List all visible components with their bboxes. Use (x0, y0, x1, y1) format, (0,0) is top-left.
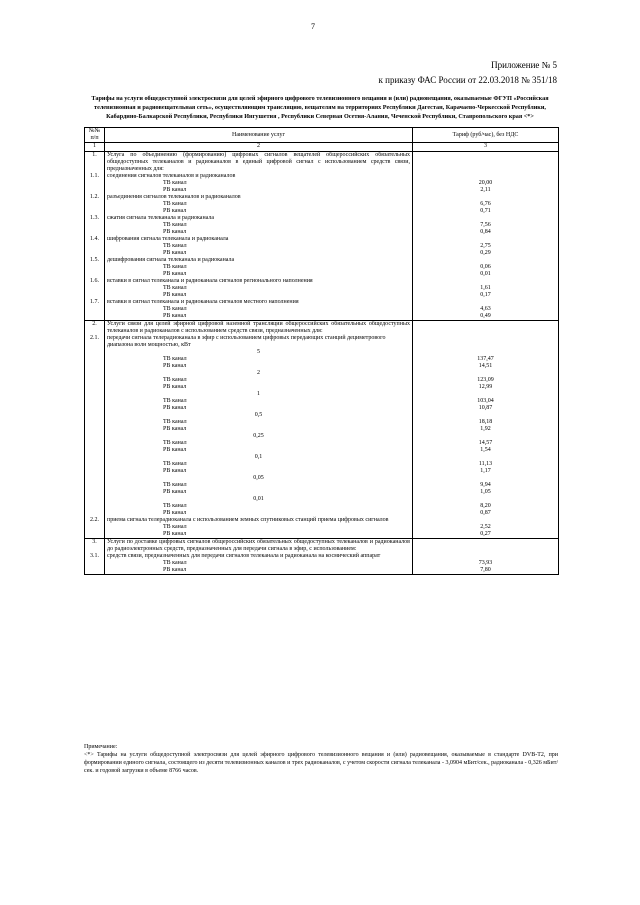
row-service-name: РВ канал (105, 313, 413, 321)
table-row (85, 510, 559, 517)
row-service-name: 5 (105, 349, 413, 356)
row-tariff-value (413, 370, 559, 377)
row-tariff-value (413, 278, 559, 285)
row-number: 1.4. (85, 236, 105, 243)
table-header-row (85, 128, 559, 143)
row-number (85, 264, 105, 271)
row-service-name: РВ канал (105, 384, 413, 391)
row-tariff-value: 20,00 (413, 180, 559, 187)
row-service-name: ТВ канал (105, 560, 413, 567)
row-tariff-value (413, 391, 559, 398)
appendix-line-2: к приказу ФАС России от 22.03.2018 № 351/18 (378, 75, 557, 85)
row-tariff-value: 0,87 (413, 510, 559, 517)
table-row (85, 173, 559, 180)
row-tariff-value (413, 152, 559, 174)
row-number (85, 229, 105, 236)
table-row (85, 433, 559, 440)
row-number: 1.7. (85, 299, 105, 306)
row-number: 3. (85, 539, 105, 554)
row-number (85, 560, 105, 567)
row-number (85, 349, 105, 356)
row-service-name: РВ канал (105, 531, 413, 539)
row-tariff-value: 9,94 (413, 482, 559, 489)
row-service-name: РВ канал (105, 363, 413, 370)
row-tariff-value (413, 412, 559, 419)
row-tariff-value (413, 335, 559, 349)
row-service-name: соединения сигналов телеканалов и радиоканалов (105, 173, 413, 180)
row-service-name: вставки в сигнал телеканала и радиоканала сигналов местного наполнения (105, 299, 413, 306)
table-row (85, 321, 559, 336)
table-row (85, 208, 559, 215)
row-number (85, 285, 105, 292)
table-row (85, 447, 559, 454)
table-row (85, 503, 559, 510)
row-number (85, 292, 105, 299)
table-row (85, 560, 559, 567)
row-number (85, 510, 105, 517)
header-tariff: Тариф (руб/час), без НДС (413, 128, 559, 143)
table-row (85, 398, 559, 405)
row-number: 1.3. (85, 215, 105, 222)
row-number (85, 391, 105, 398)
row-tariff-value: 2,52 (413, 524, 559, 531)
row-tariff-value: 14,51 (413, 363, 559, 370)
row-tariff-value: 123,09 (413, 377, 559, 384)
row-service-name: ТВ канал (105, 285, 413, 292)
row-tariff-value (413, 475, 559, 482)
row-service-name: ТВ канал (105, 524, 413, 531)
row-service-name: Услуга по объединению (формированию) цифровых сигналов вещателей общероссийских обязательных общедоступных телеканалов и радиоканалов в единый цифровой сигнал с использованием средств связи, предназначенных для: (105, 152, 413, 174)
row-number (85, 377, 105, 384)
row-tariff-value: 0,06 (413, 264, 559, 271)
row-service-name: ТВ канал (105, 264, 413, 271)
table-row (85, 384, 559, 391)
row-service-name: 0,01 (105, 496, 413, 503)
table-row (85, 271, 559, 278)
row-number (85, 454, 105, 461)
row-tariff-value: 7,56 (413, 222, 559, 229)
row-service-name: РВ канал (105, 250, 413, 257)
table-row (85, 370, 559, 377)
row-service-name: ТВ канал (105, 180, 413, 187)
row-service-name: ТВ канал (105, 419, 413, 426)
row-number (85, 412, 105, 419)
tariff-table (84, 127, 559, 575)
row-tariff-value (413, 299, 559, 306)
row-number: 3.1. (85, 553, 105, 560)
table-row (85, 180, 559, 187)
table-row (85, 313, 559, 321)
row-service-name: ТВ канал (105, 356, 413, 363)
row-tariff-value: 1,17 (413, 468, 559, 475)
row-tariff-value: 7,80 (413, 567, 559, 575)
row-number (85, 489, 105, 496)
row-number (85, 405, 105, 412)
table-row (85, 222, 559, 229)
row-service-name: РВ канал (105, 187, 413, 194)
row-service-name: ТВ канал (105, 201, 413, 208)
row-tariff-value (413, 433, 559, 440)
table-row (85, 264, 559, 271)
row-service-name: 0,5 (105, 412, 413, 419)
row-number (85, 250, 105, 257)
row-tariff-value: 0,71 (413, 208, 559, 215)
header-service-name: Наименование услуг (105, 128, 413, 143)
table-row (85, 299, 559, 306)
row-tariff-value (413, 553, 559, 560)
row-service-name: Услуги связи для целей эфирной цифровой наземной трансляции общероссийских обязательных общедоступных телеканалов и радиоканалов с использованием средств связи, предназначенных для: (105, 321, 413, 336)
row-service-name: ТВ канал (105, 398, 413, 405)
row-service-name: ТВ канал (105, 503, 413, 510)
row-service-name: 0,05 (105, 475, 413, 482)
row-number (85, 208, 105, 215)
row-number (85, 475, 105, 482)
row-number: 1. (85, 152, 105, 174)
row-service-name: сжатия сигнала телеканала и радиоканала (105, 215, 413, 222)
row-service-name: ТВ канал (105, 377, 413, 384)
row-tariff-value: 103,04 (413, 398, 559, 405)
table-row (85, 489, 559, 496)
row-service-name: ТВ канал (105, 461, 413, 468)
row-tariff-value (413, 496, 559, 503)
row-number (85, 243, 105, 250)
row-number (85, 180, 105, 187)
row-number: 1.2. (85, 194, 105, 201)
row-number (85, 306, 105, 313)
appendix-block (379, 58, 557, 88)
row-number (85, 370, 105, 377)
row-service-name: 0,25 (105, 433, 413, 440)
table-row (85, 201, 559, 208)
row-service-name: 0,1 (105, 454, 413, 461)
row-service-name: шифрования сигнала телеканала и радиоканала (105, 236, 413, 243)
row-number (85, 201, 105, 208)
row-tariff-value (413, 539, 559, 554)
row-tariff-value: 18,18 (413, 419, 559, 426)
row-number (85, 461, 105, 468)
row-tariff-value (413, 257, 559, 264)
row-service-name: РВ канал (105, 229, 413, 236)
row-number (85, 447, 105, 454)
page-number: 7 (311, 22, 315, 31)
row-service-name: ТВ канал (105, 243, 413, 250)
table-row (85, 377, 559, 384)
table-row (85, 215, 559, 222)
header-number: №№ п/п (85, 128, 105, 143)
row-number (85, 384, 105, 391)
row-number (85, 313, 105, 321)
row-number (85, 363, 105, 370)
row-number (85, 496, 105, 503)
table-row (85, 285, 559, 292)
table-row (85, 391, 559, 398)
row-tariff-value (413, 349, 559, 356)
row-service-name: вставки в сигнал телеканала и радиоканала сигналов регионального наполнения (105, 278, 413, 285)
row-tariff-value: 0,01 (413, 271, 559, 278)
table-row (85, 454, 559, 461)
table-row (85, 496, 559, 503)
row-number (85, 222, 105, 229)
table-row (85, 292, 559, 299)
row-tariff-value: 8,20 (413, 503, 559, 510)
row-service-name: ТВ канал (105, 440, 413, 447)
column-number-row (85, 143, 559, 152)
row-tariff-value: 0,49 (413, 313, 559, 321)
row-tariff-value: 1,61 (413, 285, 559, 292)
row-service-name: передачи сигнала телерадиоканала в эфир с использованием цифровых передающих станций дециметрового диапазона волн мощностью, кВт (105, 335, 413, 349)
table-row (85, 229, 559, 236)
row-number (85, 433, 105, 440)
row-number: 1.6. (85, 278, 105, 285)
row-service-name: ТВ канал (105, 222, 413, 229)
table-row (85, 539, 559, 554)
row-service-name: приема сигнала телерадиоканала с использованием земных спутниковых станций приема цифровых сигналов (105, 517, 413, 524)
footnote (84, 743, 558, 775)
row-tariff-value: 6,76 (413, 201, 559, 208)
table-row (85, 363, 559, 370)
row-service-name: РВ канал (105, 468, 413, 475)
row-tariff-value (413, 215, 559, 222)
row-tariff-value: 0,17 (413, 292, 559, 299)
row-number: 2.1. (85, 335, 105, 349)
row-tariff-value: 12,99 (413, 384, 559, 391)
row-number: 1.5. (85, 257, 105, 264)
table-row (85, 482, 559, 489)
row-service-name: ТВ канал (105, 482, 413, 489)
row-service-name: РВ канал (105, 292, 413, 299)
row-number: 2. (85, 321, 105, 336)
row-tariff-value: 0,29 (413, 250, 559, 257)
table-row (85, 419, 559, 426)
row-service-name: РВ канал (105, 510, 413, 517)
row-number (85, 398, 105, 405)
table-row (85, 243, 559, 250)
table-row (85, 194, 559, 201)
row-tariff-value: 0,84 (413, 229, 559, 236)
row-tariff-value (413, 454, 559, 461)
row-tariff-value (413, 236, 559, 243)
table-row (85, 461, 559, 468)
table-row (85, 412, 559, 419)
row-service-name: РВ канал (105, 489, 413, 496)
row-tariff-value: 0,27 (413, 531, 559, 539)
row-service-name: ТВ канал (105, 306, 413, 313)
table-row (85, 567, 559, 575)
table-row (85, 440, 559, 447)
table-row (85, 306, 559, 313)
row-number (85, 356, 105, 363)
table-row (85, 553, 559, 560)
row-number (85, 503, 105, 510)
row-service-name: средств связи, предназначенных для передачи сигналов телеканала и радиоканала на космический аппарат (105, 553, 413, 560)
table-row (85, 475, 559, 482)
row-service-name: РВ канал (105, 567, 413, 575)
row-number (85, 187, 105, 194)
colnum-2: 2 (105, 143, 413, 152)
colnum-1: 1 (85, 143, 105, 152)
colnum-3: 3 (413, 143, 559, 152)
row-service-name: РВ канал (105, 426, 413, 433)
row-service-name: РВ канал (105, 405, 413, 412)
row-number: 2.2. (85, 517, 105, 524)
row-tariff-value: 1,92 (413, 426, 559, 433)
row-tariff-value: 2,75 (413, 243, 559, 250)
table-row (85, 349, 559, 356)
row-tariff-value: 73,93 (413, 560, 559, 567)
row-tariff-value: 2,11 (413, 187, 559, 194)
row-tariff-value: 11,13 (413, 461, 559, 468)
row-number (85, 419, 105, 426)
row-tariff-value (413, 173, 559, 180)
row-number (85, 271, 105, 278)
row-tariff-value (413, 321, 559, 336)
row-service-name: Услуги по доставке цифровых сигналов общероссийских обязательных общедоступных телеканалов и радиоканалов до радиоэлектронных средств, предназначенных для передачи сигнала в эфир, с использованием: (105, 539, 413, 554)
row-service-name: дешифрования сигнала телеканала и радиоканала (105, 257, 413, 264)
row-tariff-value: 137,47 (413, 356, 559, 363)
table-row (85, 187, 559, 194)
row-tariff-value (413, 517, 559, 524)
table-row (85, 426, 559, 433)
table-row (85, 405, 559, 412)
footnote-heading: Примечание: (84, 744, 118, 750)
row-number (85, 531, 105, 539)
row-service-name: 2 (105, 370, 413, 377)
table-row (85, 257, 559, 264)
row-number: 1.1. (85, 173, 105, 180)
table-row (85, 278, 559, 285)
table-row (85, 250, 559, 257)
row-service-name: разъединения сигналов телеканалов и радиоканалов (105, 194, 413, 201)
footnote-text: <*> Тарифы на услуги общедоступной электросвязи для целей эфирного цифрового телевизионного вещания и (или) радиовещания, оказываемые в стандарте DVB-T2, при формировании единого сигнала, состоящего из десяти телевизионных каналов и трех радиоканалов, с учетом скорости сигнала телеканала - 3,0904 мБит/сек., радиоканала - 0,326 мБит/сек. и годовой загрузки в объеме 8766 часов. (84, 752, 558, 774)
appendix-line-1: Приложение № 5 (491, 60, 557, 70)
row-tariff-value: 1,54 (413, 447, 559, 454)
table-row (85, 356, 559, 363)
row-tariff-value: 1,05 (413, 489, 559, 496)
document-title: Тарифы на услуги общедоступной электросвязи для целей эфирного цифрового телевизионного вещания и (или) радиовещания, оказываемые ФГУП «Российская телевизионная и радиовещательная сеть», осуществляющим трансляцию, вещателям на территориях Республики Дагестан, Карачаево-Черкесской Республики, Кабардино-Балкарской Республики, Республики Ингушетия , Республики Северная Осетия-Алания, Чеченской Республики, Ставропольского края <*> (91, 95, 549, 120)
row-number (85, 524, 105, 531)
row-tariff-value: 4,63 (413, 306, 559, 313)
row-service-name: РВ канал (105, 271, 413, 278)
table-row (85, 335, 559, 349)
row-number (85, 482, 105, 489)
row-number (85, 440, 105, 447)
row-tariff-value (413, 194, 559, 201)
row-service-name: РВ канал (105, 447, 413, 454)
row-service-name: 1 (105, 391, 413, 398)
row-number (85, 468, 105, 475)
table-row (85, 236, 559, 243)
table-row (85, 517, 559, 524)
row-number (85, 426, 105, 433)
table-row (85, 152, 559, 174)
table-row (85, 524, 559, 531)
row-service-name: РВ канал (105, 208, 413, 215)
table-row (85, 531, 559, 539)
table-row (85, 468, 559, 475)
row-tariff-value: 10,87 (413, 405, 559, 412)
row-tariff-value: 14,57 (413, 440, 559, 447)
row-number (85, 567, 105, 575)
